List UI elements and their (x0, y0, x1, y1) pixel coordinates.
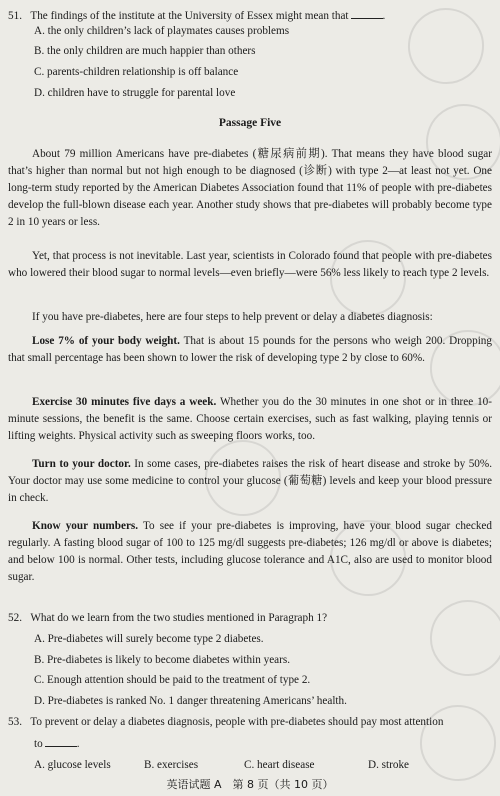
answer-blank (45, 736, 77, 747)
option-52-a: A. Pre-diabetes will surely become type 2 diabetes. (34, 633, 264, 645)
question-number: 52. (8, 612, 22, 624)
option-53-d: D. stroke (368, 759, 410, 771)
paragraph-7: Know your numbers. To see if your pre-diabetes is improving, have your blood sugar checked regularly. A fasting blood sugar of 100 to 125 mg/dl suggests pre-diabetes; 126 mg/dl or above is diabetes; and below 100 is normal. Other tests, including glucose tolerance and A1C, also are used to monitor blood sugar. (8, 520, 492, 583)
option-53-b: B. exercises (144, 759, 199, 771)
watermark-stamp-icon (393, 0, 499, 99)
paragraph-4: Lose 7% of your body weight. That is about 15 pounds for the persons who weigh 200. Dropping that small percentage has been shown to lower the risk of developing type 2 by close to 60%. (8, 335, 492, 364)
option-53-c: C. heart disease (244, 759, 315, 771)
paragraph-2: Yet, that process is not inevitable. Last year, scientists in Colorado found that people with pre-diabetes who lowered their blood sugar to normal levels—even briefly—were 56% less likely to reach type 2 levels. (8, 250, 492, 279)
paragraph-3: If you have pre-diabetes, here are four steps to help prevent or delay a diabetes diagnosis: (32, 311, 433, 323)
question-53-line2: to . (34, 738, 80, 750)
question-stem: The findings of the institute at the University of Essex might mean that (30, 10, 349, 22)
step-heading: Lose 7% of your body weight. (32, 335, 180, 347)
paragraph-1: About 79 million Americans have pre-diabetes (糖尿病前期). That means they have blood sugar that’s higher than normal but not high enough to be diagnosed (诊断) with type 2—at least not yet. One long-term study reported by the American Diabetes Association found that 11% of people with pre-diabetes develop the full-blown disease each year. Another study shows that pre-diabetes will probably become type 2 in 10 years or less. (8, 148, 492, 228)
step-heading: Know your numbers. (32, 520, 139, 532)
answer-blank (351, 8, 383, 19)
question-number: 51. (8, 10, 22, 22)
page-footer: 英语试题 A 第 8 页（共 10 页） (166, 778, 334, 791)
option-52-c: C. Enough attention should be paid to the treatment of type 2. (34, 674, 311, 686)
option-52-d: D. Pre-diabetes is ranked No. 1 danger threatening Americans’ health. (34, 695, 347, 707)
paragraph-6: Turn to your doctor. In some cases, pre-diabetes raises the risk of heart disease and stroke by 50%. Your doctor may use some medicine to control your glucose (葡萄糖) levels and keep your blood pressure in check. (8, 458, 493, 504)
question-number: 53. (8, 716, 22, 728)
question-52 (8, 611, 327, 626)
question-stem: To prevent or delay a diabetes diagnosis, people with pre-diabetes should pay most attention (30, 716, 444, 728)
step-heading: Turn to your doctor. (32, 458, 131, 470)
option-52-b: B. Pre-diabetes is likely to become diabetes within years. (34, 654, 291, 666)
option-51-a: A. the only children’s lack of playmates causes problems (34, 25, 290, 37)
paragraph-5: Exercise 30 minutes five days a week. Whether you do the 30 minutes in one shot or in three 10-minute sessions, the benefit is the same. Choose certain exercises, such as fast walking, playing tennis or lifting weights. Physical activity such as sweeping floors works, too. (8, 396, 492, 442)
watermark-stamp-icon (415, 585, 500, 691)
option-51-d: D. children have to struggle for parental love (34, 87, 236, 99)
option-53-a: A. glucose levels (34, 759, 111, 771)
passage-title: Passage Five (218, 117, 282, 129)
question-53 (8, 715, 443, 730)
question-stem: What do we learn from the two studies mentioned in Paragraph 1? (30, 612, 328, 624)
option-51-b: B. the only children are much happier than others (34, 45, 256, 57)
step-heading: Exercise 30 minutes five days a week. (32, 396, 217, 408)
option-51-c: C. parents-children relationship is off balance (34, 66, 239, 78)
question-51: 51. The findings of the institute at the University of Essex might mean that . (8, 10, 386, 22)
